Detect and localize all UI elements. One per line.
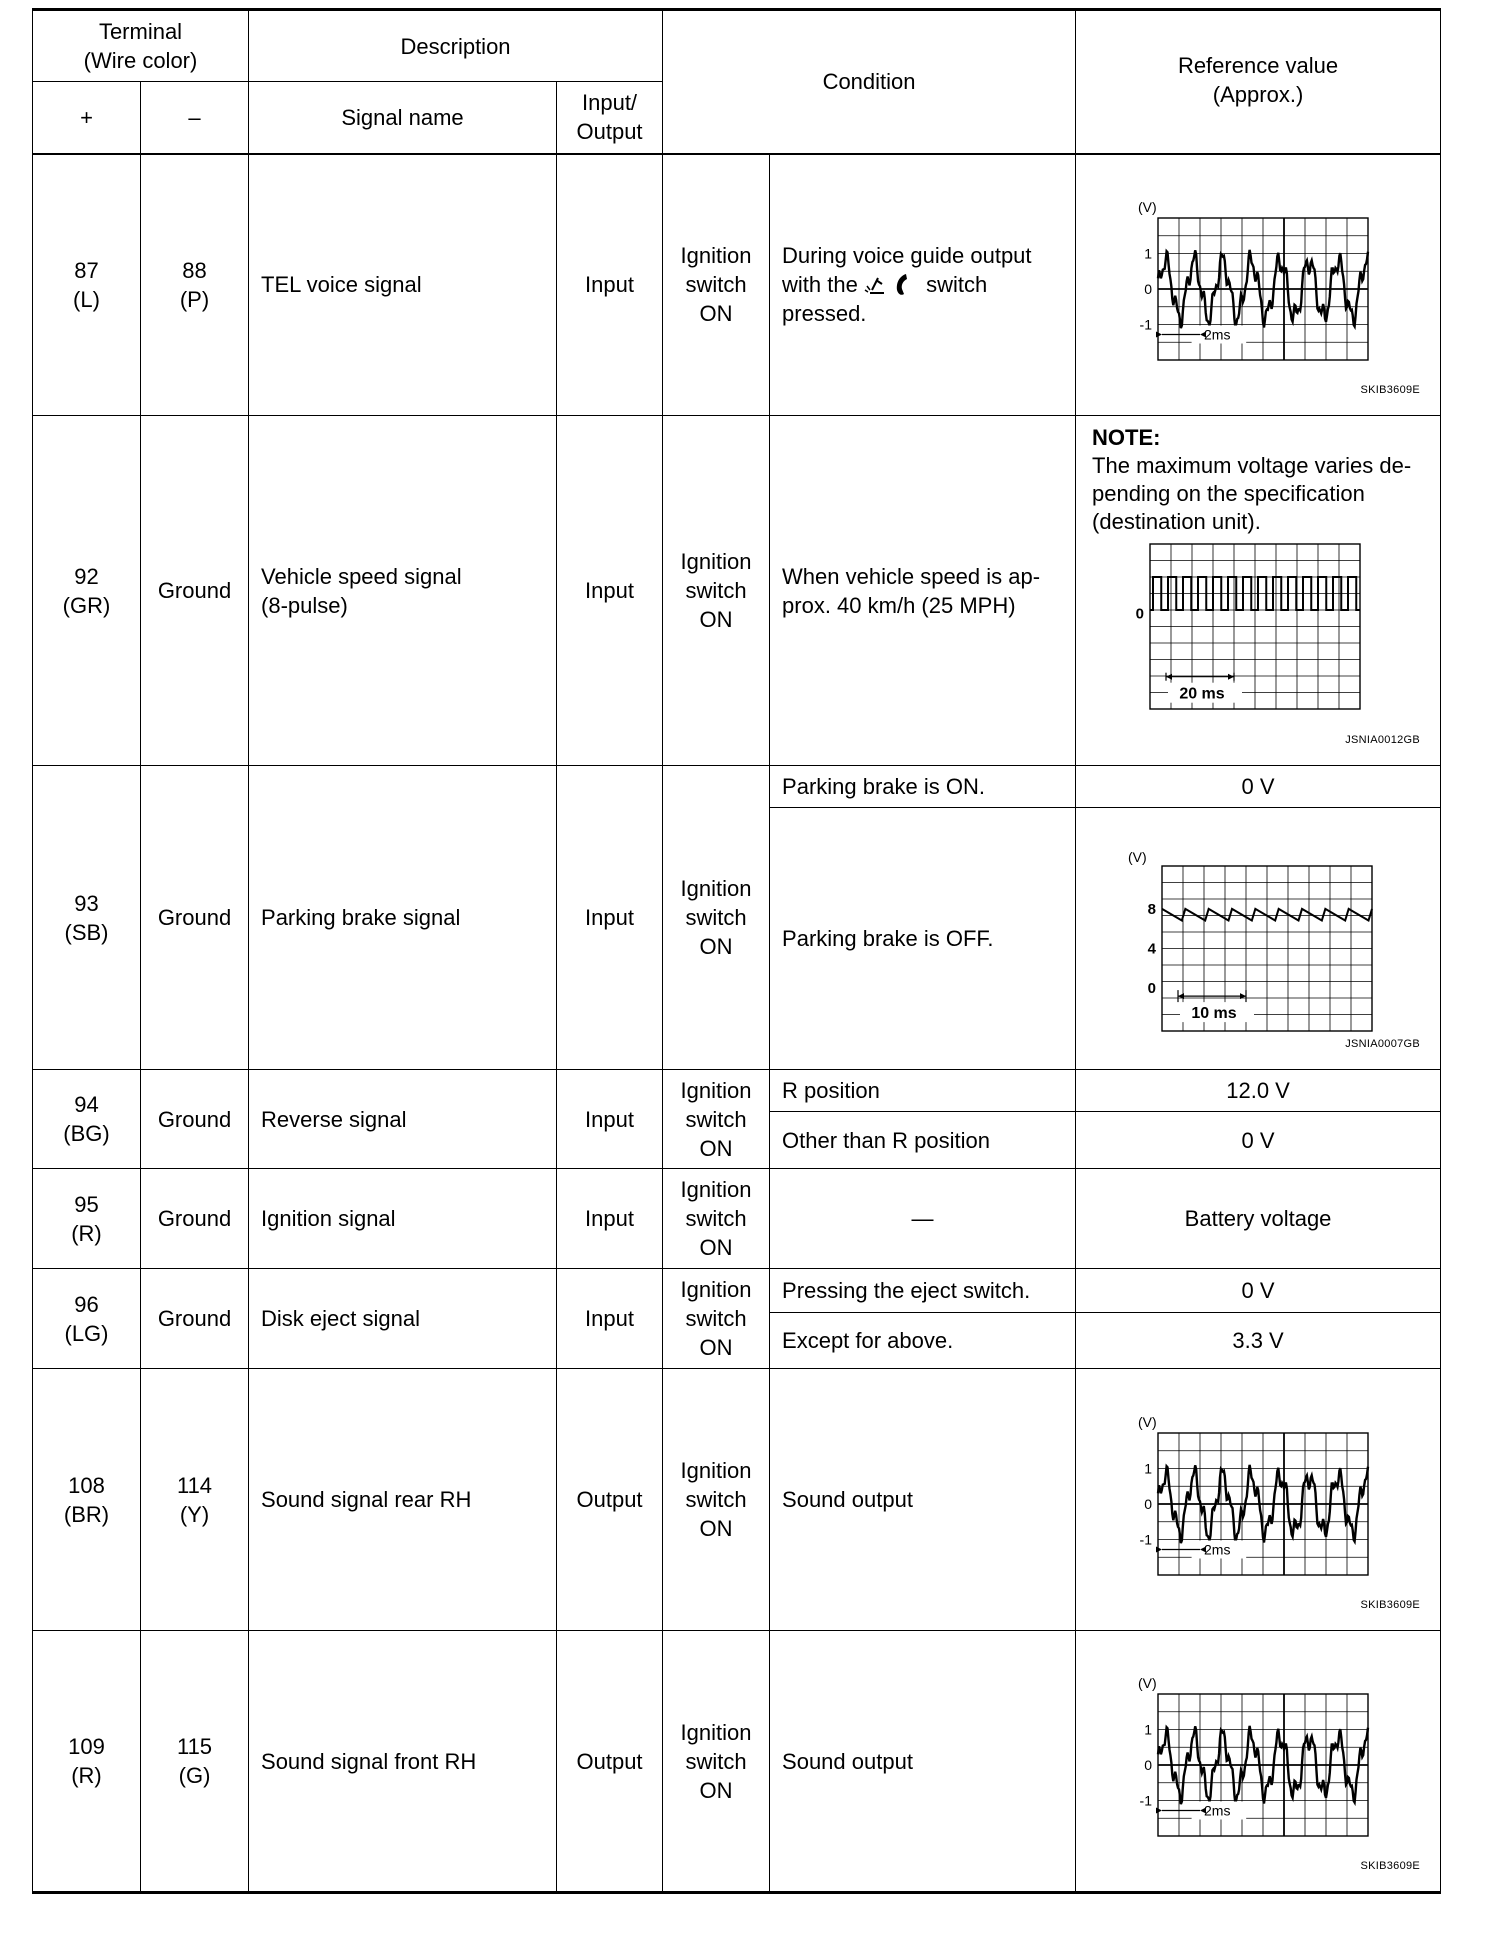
terminal-number: 114 xyxy=(176,1472,213,1498)
minus-header: – xyxy=(141,82,249,154)
terminal-number: 88 xyxy=(182,257,207,283)
signal-name: Parking brake signal xyxy=(249,766,557,1070)
ignition-condition xyxy=(663,1369,770,1631)
time-division-label: 2ms xyxy=(1204,1802,1231,1819)
ignition-condition xyxy=(663,1631,770,1893)
condition-text: Parking brake is OFF. xyxy=(770,808,1076,1070)
note-title: NOTE: xyxy=(1092,425,1161,450)
signal-name-header: Signal name xyxy=(249,82,557,154)
y-tick-label: 8 xyxy=(1147,900,1157,918)
wire-color: (R) xyxy=(71,1763,102,1788)
y-tick-label: -1 xyxy=(1139,316,1153,333)
signal-name xyxy=(249,416,557,766)
time-division-label: 2ms xyxy=(1204,1541,1231,1557)
sawtooth-waveform xyxy=(1118,844,1398,1034)
io-type: Output xyxy=(557,1631,663,1893)
signal-name: Sound signal rear RH xyxy=(249,1369,557,1631)
io-type: Input xyxy=(557,154,663,416)
minus-terminal: Ground xyxy=(141,766,249,1070)
condition-text: R position xyxy=(770,1070,1076,1112)
condition-text: Except for above. xyxy=(770,1313,1076,1369)
reference-value: 12.0 V xyxy=(1076,1070,1441,1112)
io-type: Input xyxy=(557,1169,663,1269)
minus-terminal: Ground xyxy=(141,1269,249,1369)
table-row xyxy=(33,1169,1441,1269)
reference-value-label: Reference value xyxy=(1177,53,1339,78)
terminal-header xyxy=(33,10,249,82)
terminal-number: 93 xyxy=(74,890,99,916)
terminal-number: 94 xyxy=(74,1092,99,1117)
signal-name-line: (8-pulse) xyxy=(261,592,348,618)
ign-l1: Ignition xyxy=(680,1077,752,1103)
io-header xyxy=(557,82,663,154)
io-type: Input xyxy=(557,1269,663,1369)
voice-phone-switch-icon xyxy=(864,270,920,298)
oscilloscope-waveform xyxy=(1098,190,1418,380)
reference-value: 0 V xyxy=(1076,766,1441,808)
axis-unit: (V) xyxy=(1138,1675,1157,1691)
minus-terminal: Ground xyxy=(141,1070,249,1169)
ignition-condition xyxy=(663,1070,770,1169)
pulse-waveform xyxy=(1128,540,1388,718)
terminal-number: 109 xyxy=(68,1734,105,1759)
ign-l2: switch xyxy=(685,1748,747,1774)
table-row xyxy=(33,1631,1441,1893)
figure-id: JSNIA0007GB xyxy=(1345,1038,1421,1050)
table-row xyxy=(33,1269,1441,1313)
condition-fragment: with the xyxy=(782,272,858,298)
ignition-condition xyxy=(663,154,770,416)
ign-l3: ON xyxy=(699,934,733,959)
time-arrow xyxy=(1156,331,1162,337)
axis-unit: (V) xyxy=(1128,848,1147,865)
io-type: Input xyxy=(557,766,663,1070)
reference-waveform-cell xyxy=(1076,1631,1441,1893)
condition-line: prox. 40 km/h (25 MPH) xyxy=(782,592,1016,618)
plus-terminal xyxy=(33,1269,141,1369)
wire-color: (G) xyxy=(178,1763,211,1788)
signal-name: Reverse signal xyxy=(249,1070,557,1169)
condition-text: — xyxy=(770,1169,1076,1269)
y-tick-label: 0 xyxy=(1147,979,1157,997)
io-type: Input xyxy=(557,1070,663,1169)
plus-terminal xyxy=(33,416,141,766)
wire-color-header-label: (Wire color) xyxy=(83,48,198,73)
time-division-label: 10 ms xyxy=(1191,1004,1237,1022)
ign-l3: ON xyxy=(699,301,733,327)
table-row xyxy=(33,154,1441,416)
terminal-header-label: Terminal xyxy=(98,19,183,44)
axis-unit: (V) xyxy=(1138,198,1157,215)
minus-terminal: Ground xyxy=(141,416,249,766)
reference-waveform-cell xyxy=(1076,154,1441,416)
minus-terminal xyxy=(141,1369,249,1631)
condition-text: Pressing the eject switch. xyxy=(770,1269,1076,1313)
ign-l3: ON xyxy=(699,1335,733,1360)
signal-name: Ignition signal xyxy=(249,1169,557,1269)
y-tick-label: -1 xyxy=(1139,1792,1153,1809)
wire-color: (L) xyxy=(73,286,100,312)
io-type: Output xyxy=(557,1369,663,1631)
y-tick-label: -1 xyxy=(1139,1531,1153,1547)
minus-terminal: Ground xyxy=(141,1169,249,1269)
wire-color: (R) xyxy=(71,1220,102,1246)
table-row xyxy=(33,416,1441,766)
ign-l1: Ignition xyxy=(680,1177,752,1202)
ign-l2: switch xyxy=(685,1306,747,1331)
terminal-number: 108 xyxy=(68,1472,105,1498)
condition-header: Condition xyxy=(663,10,1076,154)
plus-terminal xyxy=(33,1070,141,1169)
signal-name: Sound signal front RH xyxy=(249,1631,557,1893)
y-tick-label: 0 xyxy=(1144,280,1153,297)
ign-l2: switch xyxy=(685,272,747,298)
condition-text xyxy=(770,154,1076,416)
terminal-number: 92 xyxy=(74,563,99,589)
condition-text: Sound output xyxy=(770,1631,1076,1893)
ign-l1: Ignition xyxy=(680,549,752,574)
signal-name-line: Vehicle speed signal xyxy=(261,563,462,589)
minus-terminal xyxy=(141,154,249,416)
ign-l2: switch xyxy=(685,1106,747,1132)
note-line: The maximum voltage varies de- xyxy=(1092,453,1412,478)
ign-l1: Ignition xyxy=(680,1719,752,1745)
y-tick-label: 1 xyxy=(1144,245,1153,262)
axis-unit: (V) xyxy=(1138,1413,1157,1430)
ign-l2: switch xyxy=(685,1206,747,1231)
ign-l1: Ignition xyxy=(680,243,752,269)
reference-value: 0 V xyxy=(1076,1269,1441,1313)
reference-waveform-cell xyxy=(1076,808,1441,1070)
condition-line: pressed. xyxy=(782,301,867,327)
minus-terminal xyxy=(141,1631,249,1893)
ign-l1: Ignition xyxy=(680,1277,752,1302)
condition-text: Other than R position xyxy=(770,1112,1076,1169)
wire-color: (Y) xyxy=(179,1501,210,1527)
wire-color: (SB) xyxy=(64,919,109,945)
time-division-label: 20 ms xyxy=(1179,685,1225,703)
condition-text: Sound output xyxy=(770,1369,1076,1631)
reference-note-cell xyxy=(1076,416,1441,766)
ign-l1: Ignition xyxy=(680,1458,752,1483)
y-tick-label: 0 xyxy=(1144,1495,1153,1512)
time-arrow xyxy=(1156,1808,1162,1814)
signal-name: Disk eject signal xyxy=(249,1269,557,1369)
plus-terminal xyxy=(33,766,141,1070)
ign-l2: switch xyxy=(685,1487,747,1512)
ign-l3: ON xyxy=(699,1135,733,1161)
condition-line: During voice guide output xyxy=(782,243,1032,269)
io-label-1: Input/ xyxy=(582,90,638,116)
condition-line xyxy=(782,270,1063,299)
time-arrow xyxy=(1156,1546,1162,1552)
time-arrow xyxy=(1228,674,1234,680)
figure-id: JSNIA0012GB xyxy=(1345,734,1421,746)
plus-terminal xyxy=(33,1631,141,1893)
wire-color: (BG) xyxy=(63,1121,110,1146)
y-tick-label: 1 xyxy=(1144,1460,1153,1476)
time-division-label: 2ms xyxy=(1204,326,1231,343)
plus-terminal xyxy=(33,1169,141,1269)
figure-id: SKIB3609E xyxy=(1360,1860,1421,1872)
plus-header: + xyxy=(33,82,141,154)
note-line: pending on the specification xyxy=(1092,481,1365,506)
y-tick-label: 4 xyxy=(1147,940,1157,957)
plus-terminal xyxy=(33,1369,141,1631)
ign-l1: Ignition xyxy=(680,876,752,901)
wire-color: (GR) xyxy=(62,592,111,618)
terminal-number: 95 xyxy=(74,1191,99,1217)
io-label-2: Output xyxy=(576,119,643,145)
figure-id: SKIB3609E xyxy=(1360,1599,1421,1611)
approx-label: (Approx.) xyxy=(1212,82,1304,107)
condition-fragment: switch xyxy=(926,272,988,298)
terminal-number: 87 xyxy=(74,257,99,283)
ign-l3: ON xyxy=(699,1777,733,1803)
plus-terminal xyxy=(33,154,141,416)
description-header: Description xyxy=(249,10,663,82)
figure-id: SKIB3609E xyxy=(1360,384,1421,396)
ignition-condition xyxy=(663,1169,770,1269)
oscilloscope-waveform xyxy=(1098,1405,1418,1595)
wire-color: (BR) xyxy=(63,1501,110,1527)
ign-l3: ON xyxy=(699,1516,733,1541)
ign-l3: ON xyxy=(699,607,733,632)
condition-text: Parking brake is ON. xyxy=(770,766,1076,808)
reference-value-header xyxy=(1076,10,1441,154)
wire-color: (P) xyxy=(179,286,210,312)
io-type: Input xyxy=(557,416,663,766)
table-row xyxy=(33,1369,1441,1631)
reference-value: Battery voltage xyxy=(1076,1169,1441,1269)
ignition-condition xyxy=(663,766,770,1070)
signal-name: TEL voice signal xyxy=(249,154,557,416)
y-tick-label: 1 xyxy=(1144,1721,1153,1738)
ignition-condition xyxy=(663,416,770,766)
condition-line: When vehicle speed is ap- xyxy=(782,563,1041,589)
table-row xyxy=(33,766,1441,808)
table-row xyxy=(33,1070,1441,1112)
reference-value: 0 V xyxy=(1076,1112,1441,1169)
condition-text xyxy=(770,416,1076,766)
zero-label: 0 xyxy=(1135,605,1145,623)
ign-l3: ON xyxy=(699,1235,733,1260)
terminal-spec-table xyxy=(32,8,1441,1894)
terminal-number: 96 xyxy=(74,1291,99,1317)
reference-value: 3.3 V xyxy=(1076,1313,1441,1369)
header-row-1 xyxy=(33,10,1441,82)
terminal-number: 115 xyxy=(176,1734,213,1759)
wire-color: (LG) xyxy=(64,1320,109,1346)
reference-waveform-cell xyxy=(1076,1369,1441,1631)
time-arrow xyxy=(1166,674,1172,680)
oscilloscope-waveform xyxy=(1098,1666,1418,1856)
ignition-condition xyxy=(663,1269,770,1369)
ign-l2: switch xyxy=(685,578,747,603)
note xyxy=(1076,416,1440,536)
y-tick-label: 0 xyxy=(1144,1757,1153,1773)
note-line: (destination unit). xyxy=(1092,509,1261,534)
ign-l2: switch xyxy=(685,905,747,930)
